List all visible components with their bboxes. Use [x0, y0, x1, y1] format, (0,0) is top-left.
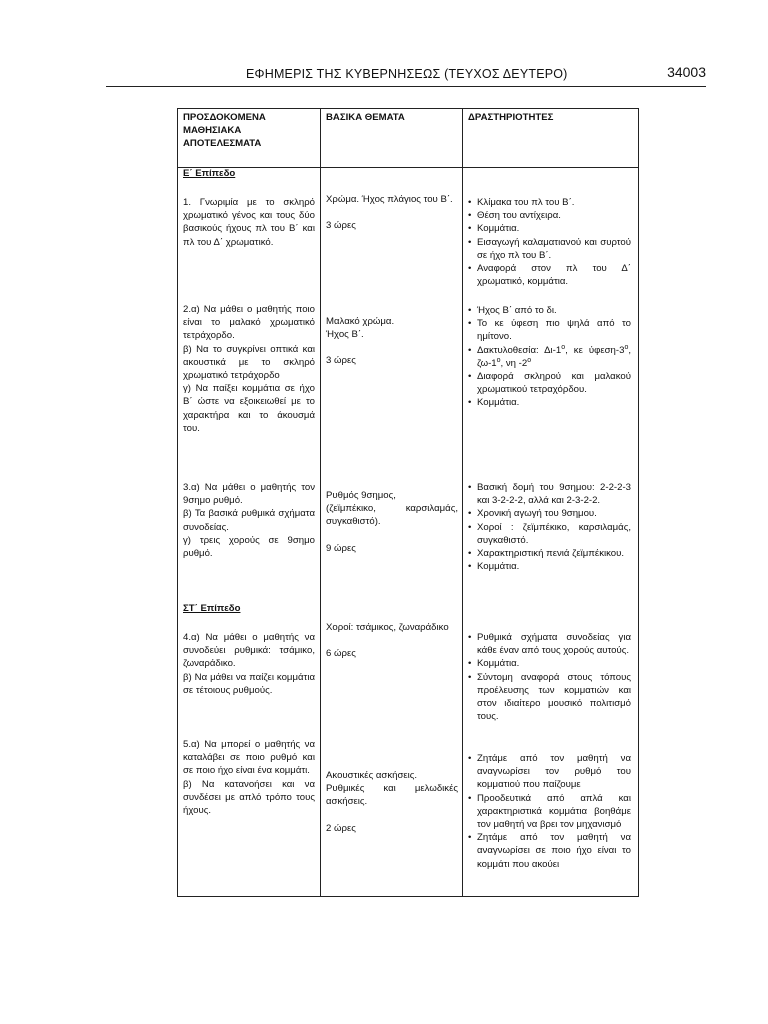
activity-item: • Προοδευτικά από απλά και χαρακτηριστικά κομμάτια βοηθάμε τον μαθητή να βρει τον μηχανισμό [468, 792, 631, 832]
activities-list [468, 196, 631, 288]
outcome-cell: 1. Γνωριμία με το σκληρό χρωματικό γένος και τους δύο βασικούς ήχους πλ του Β΄ και πλ του Δ΄ χρωματικό. [183, 197, 315, 248]
topic-text: Ήχος Β΄. [326, 329, 364, 341]
activity-item: • Κομμάτια. [468, 396, 631, 409]
activities-list [468, 752, 631, 871]
outcome-line: 4.α) Να μάθει ο μαθητής να συνοδεύει ρυθμικά: τσάμικο, ζωναράδικο. [183, 632, 315, 670]
outcome-line: β) Να το συγκρίνει οπτικά και ακουστικά με το σκληρό χρωματικό τετράχορδο [183, 343, 315, 382]
activity-item: • Κλίμακα του πλ του Β΄. [468, 196, 631, 209]
column-divider [462, 109, 463, 896]
topic-text: Χρώμα. Ήχος πλάγιος του Β΄. [326, 194, 453, 205]
outcome-line: β) Τα βασικά ρυθμικά σχήματα συνοδείας. [183, 508, 315, 533]
page-header [106, 64, 706, 87]
activity-item: • Εισαγωγή καλαματιανού και συρτού σε ήχο πλ του Β΄. [468, 236, 631, 262]
page-number: 34003 [667, 64, 706, 80]
outcome-cell [183, 738, 315, 817]
topic-cell [326, 621, 458, 660]
outcome-cell [183, 481, 315, 560]
column-divider [320, 109, 321, 896]
column-header-topics: ΒΑΣΙΚΑ ΘΕΜΑΤΑ [326, 112, 405, 123]
topic-cell [326, 769, 458, 835]
outcome-line: 5.α) Να μπορεί ο μαθητής να καταλάβει σε ποιο ρυθμό και σε ποιο ήχο είναι ένα κομμάτι. [183, 739, 315, 777]
activity-item: • Το κε ύφεση πιο ψηλά από το ημίτονο. [468, 317, 631, 343]
outcome-cell [183, 303, 315, 435]
hours-text: 3 ώρες [326, 355, 356, 367]
topic-cell [326, 489, 458, 555]
activity-item: • Σύντομη αναφορά στους τόπους προέλευσης των κομματιών και στον ιδιαίτερο μουσικό πολιτισμό τους. [468, 671, 631, 724]
activity-item: • Δακτυλοθεσία: $\Delta\iota-1^o$, κε ύφεση-$3^o$, $\zeta\omega-1^o$, νη $-2^o$ [468, 344, 631, 370]
topic-text: (ζεϊμπέκικο, καρσιλαμάς, συγκαθιστό). [326, 503, 458, 528]
topic-text: Ρυθμικές και μελωδικές ασκήσεις. [326, 783, 458, 808]
activity-item: • Αναφορά στον πλ του Δ΄ χρωματικό, κομμάτια. [468, 262, 631, 288]
outcome-line: γ) Να παίξει κομμάτια σε ήχο Β΄ ώστε να εξοικειωθεί με το χαρακτήρα και το άκουσμά του. [183, 383, 315, 434]
activity-item: • Ήχος Β΄ από το δι. [468, 304, 631, 317]
activities-list [468, 304, 631, 410]
activity-item: • Κομμάτια. [468, 222, 631, 235]
header-row-divider [178, 167, 638, 168]
activity-item: • Χρονική αγωγή του 9σημου. [468, 507, 631, 520]
outcome-line: 2.α) Να μάθει ο μαθητής ποιο είναι το μαλακό χρωματικό τετράχορδο. [183, 304, 315, 342]
activity-item: • Ζητάμε από τον μαθητή να αναγνωρίσει τον ρυθμό του κομματιού που παίζουμε [468, 752, 631, 792]
hours-text: 2 ώρες [326, 822, 356, 834]
level-heading: Ε΄ Επίπεδο [183, 168, 236, 179]
hours-text: 6 ώρες [326, 648, 356, 660]
hours-text: 3 ώρες [326, 220, 356, 232]
outcome-line: γ) τρεις χορούς σε 9σημο ρυθμό. [183, 534, 315, 560]
column-header-outcomes: ΠΡΟΣΔΟΚΟΜΕΝΑ ΜΑΘΗΣΙΑΚΑ ΑΠΟΤΕΛΕΣΜΑΤΑ [183, 112, 266, 150]
activity-item: • Κομμάτια. [468, 560, 631, 573]
topic-cell [326, 315, 458, 368]
activities-list [468, 631, 631, 723]
outcome-line: β) Να μάθει να παίζει κομμάτια σε τέτοιους ρυθμούς. [183, 671, 315, 696]
gazette-title: ΕΦΗΜΕΡΙΣ ΤΗΣ ΚΥΒΕΡΝΗΣΕΩΣ (ΤΕΥΧΟΣ ΔΕΥΤΕΡΟ) [246, 67, 568, 81]
outcome-line: 3.α) Να μάθει ο μαθητής τον 9σημο ρυθμό. [183, 482, 315, 507]
topic-text: Ακουστικές ασκήσεις. [326, 770, 418, 781]
level-heading: ΣΤ΄ Επίπεδο [183, 603, 241, 614]
column-header-activities: ΔΡΑΣΤΗΡΙΟΤΗΤΕΣ [468, 112, 554, 123]
activity-item: • Χοροί : ζεϊμπέκικο, καρσιλαμάς, συγκαθιστό. [468, 521, 631, 547]
activity-item: • Θέση του αντίχειρα. [468, 209, 631, 222]
hours-text: 9 ώρες [326, 542, 356, 554]
outcome-cell [183, 631, 315, 697]
topic-cell [326, 193, 458, 232]
activity-item: • Κομμάτια. [468, 657, 631, 670]
topic-text: Χοροί: τσάμικος, ζωναράδικο [326, 622, 449, 633]
activities-list [468, 481, 631, 573]
curriculum-table [177, 108, 639, 897]
activity-item: • Χαρακτηριστική πενιά ζεϊμπέκικου. [468, 547, 631, 560]
activity-item: • Ρυθμικά σχήματα συνοδείας για κάθε έναν από τους χορούς αυτούς. [468, 631, 631, 657]
topic-text: Ρυθμός 9σημος, [326, 490, 396, 501]
activity-item: • Βασική δομή του 9σημου: 2-2-2-3 και 3-2-2-2, αλλά και 2-3-2-2. [468, 481, 631, 507]
outcome-line: β) Να κατανοήσει και να συνδέσει με απλό τρόπο τους ήχους. [183, 778, 315, 817]
activity-item: • Ζητάμε από τον μαθητή να αναγνωρίσει σε ποιο ήχο είναι το κομμάτι που ακούει [468, 831, 631, 871]
activity-item: • Διαφορά σκληρού και μαλακού χρωματικού τετραχόρδου. [468, 370, 631, 396]
topic-text: Μαλακό χρώμα. [326, 316, 395, 327]
